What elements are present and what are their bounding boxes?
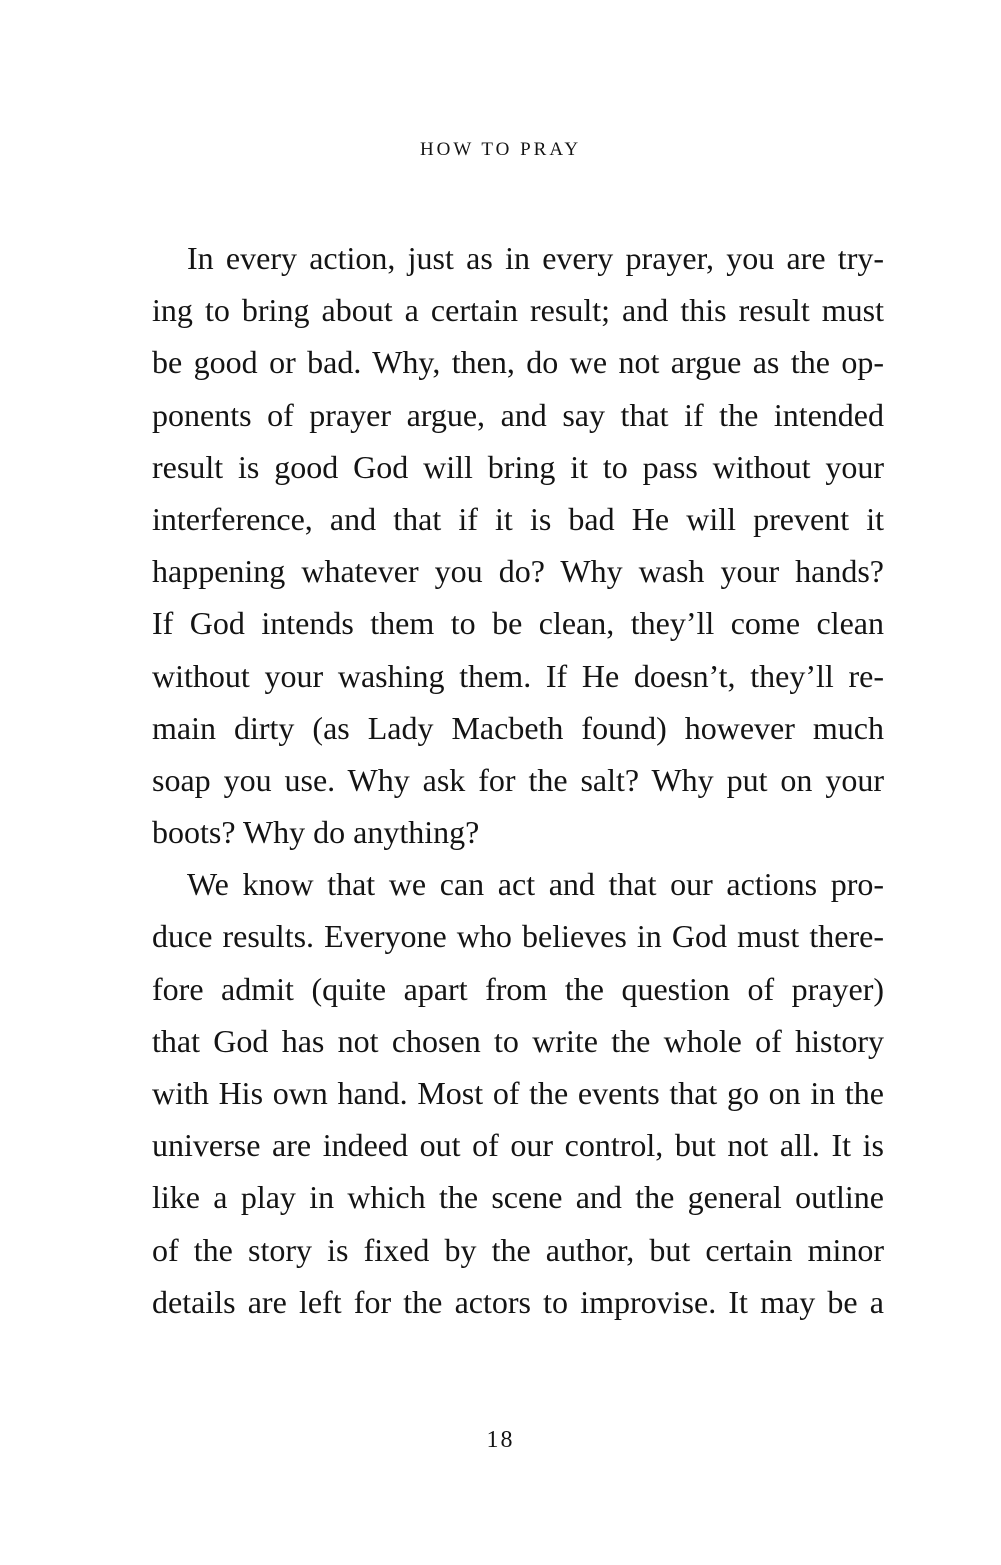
- text-line: If God intends them to be clean, they’ll come clean: [152, 605, 884, 642]
- page-number: 18: [486, 1427, 515, 1453]
- text-line: with His own hand. Most of the events that go on in the: [152, 1075, 884, 1111]
- text-line: main dirty (as Lady Macbeth found) however much: [152, 709, 884, 746]
- body-text: [152, 232, 884, 1328]
- text-line: fore admit (quite apart from the question of prayer): [152, 970, 884, 1007]
- text-line: of the story is fixed by the author, but certain minor: [152, 1231, 884, 1268]
- text-line: happening whatever you do? Why wash your hands?: [152, 553, 884, 590]
- text-line: that God has not chosen to write the whole of history: [152, 1022, 884, 1059]
- text-line: ing to bring about a certain result; and this result must: [152, 292, 884, 329]
- text-line: without your washing them. If He doesn’t, they’ll re-: [152, 657, 884, 694]
- text-line: be good or bad. Why, then, do we not argue as the op-: [152, 344, 884, 381]
- text-line: result is good God will bring it to pass without your: [152, 448, 884, 485]
- text-line: ponents of prayer argue, and say that if the intended: [152, 396, 884, 433]
- text-line: soap you use. Why ask for the salt? Why put on your: [152, 761, 884, 798]
- text-line: We know that we can act and that our actions pro-: [187, 866, 884, 903]
- text-line: In every action, just as in every prayer, you are try-: [187, 240, 884, 276]
- text-line: like a play in which the scene and the general outline: [152, 1179, 884, 1216]
- text-line: duce results. Everyone who believes in God must there-: [152, 918, 884, 955]
- text-line: details are left for the actors to improvise. It may be a: [152, 1283, 884, 1320]
- paragraph-2: [152, 858, 884, 1328]
- text-line: universe are indeed out of our control, but not all. It is: [152, 1127, 884, 1164]
- text-line: interference, and that if it is bad He will prevent it: [152, 500, 884, 537]
- paragraph-1: [152, 232, 884, 858]
- text-line: boots? Why do anything?: [152, 814, 480, 851]
- running-head: HOW TO PRAY: [419, 139, 582, 160]
